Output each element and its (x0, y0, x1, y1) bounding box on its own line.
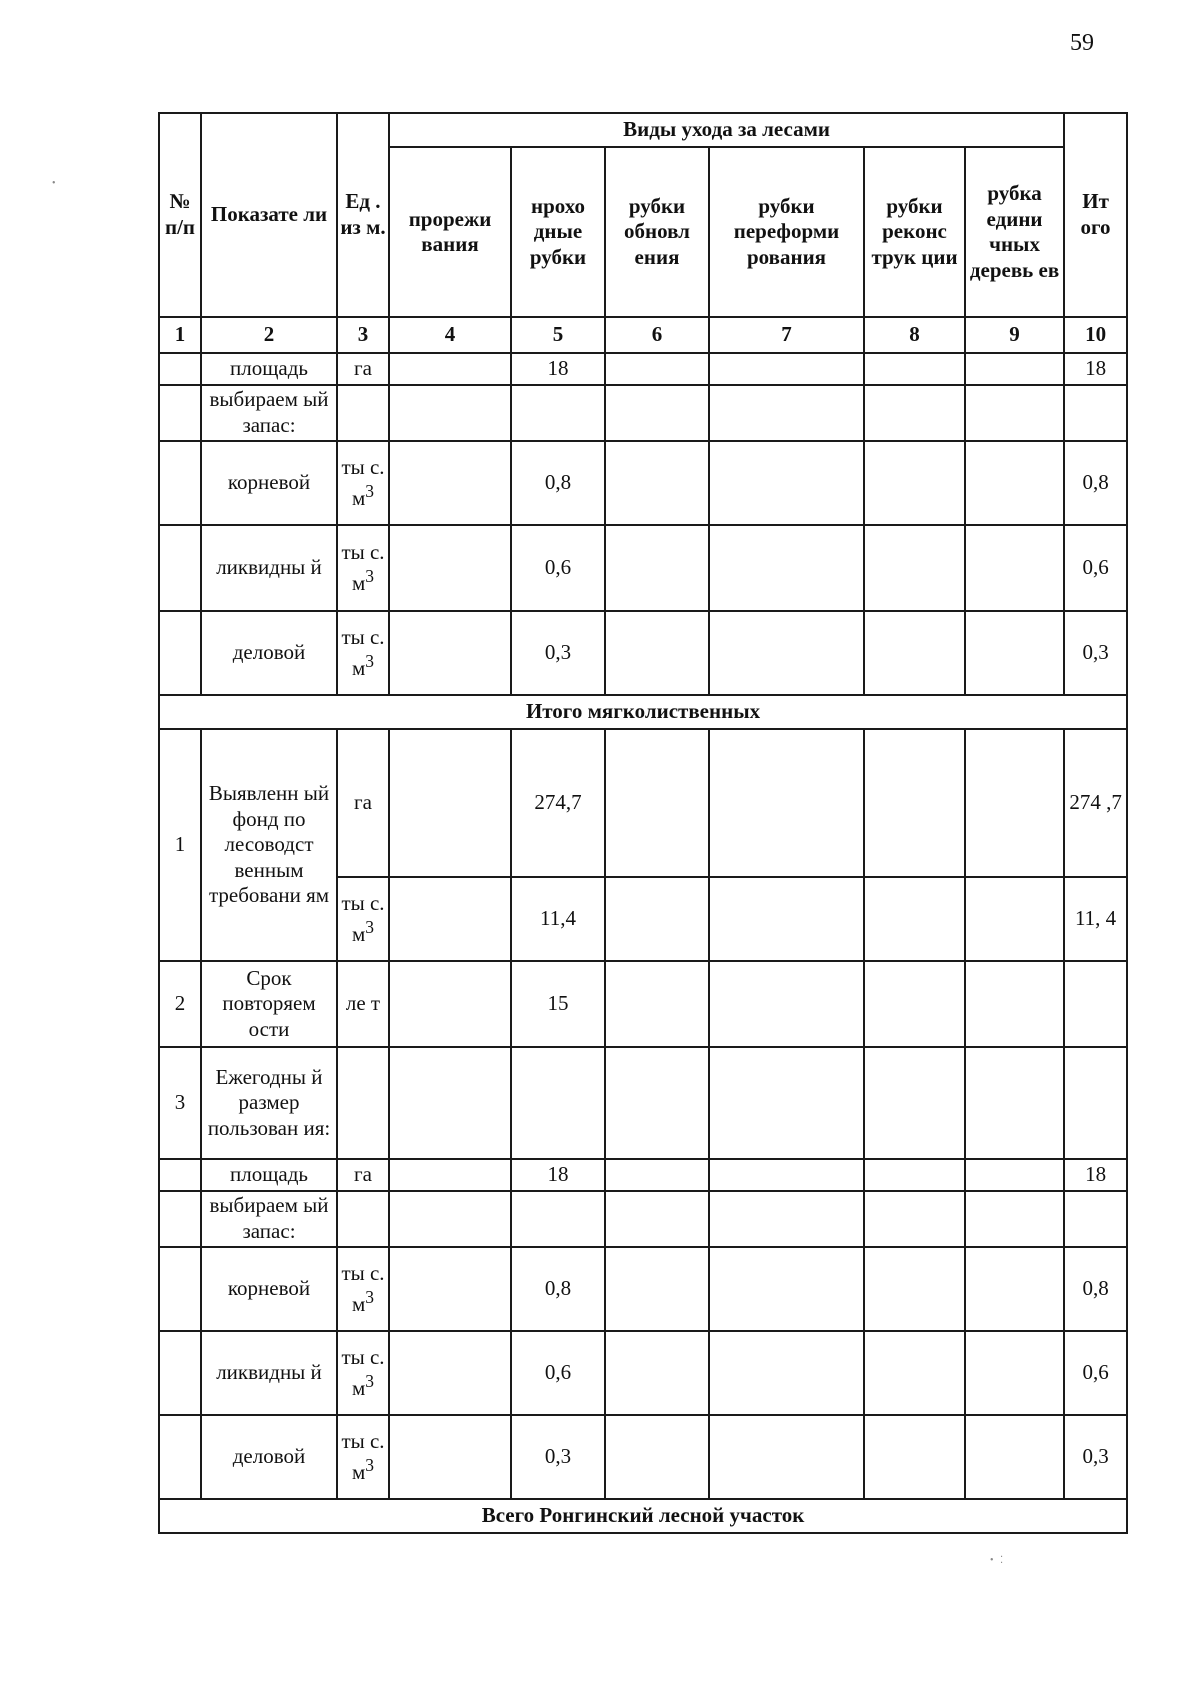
header-type-reconstruction: рубки реконс трук ции (864, 147, 965, 317)
table-row (159, 1247, 1127, 1331)
unit-cell: ле т (337, 961, 389, 1047)
header-type-renewal: рубки обновл ения (605, 147, 709, 317)
total-cell: 274 ,7 (1064, 729, 1127, 877)
header-type-passage: нрохо дные рубки (511, 147, 605, 317)
header-no: № п/п (159, 113, 201, 317)
col-number: 8 (864, 317, 965, 353)
header-type-thinning: прорежи вания (389, 147, 511, 317)
row-label: выбираем ый запас: (201, 1191, 337, 1247)
value-cell: 18 (511, 1159, 605, 1191)
value-cell: 274,7 (511, 729, 605, 877)
col-number: 1 (159, 317, 201, 353)
col-number: 9 (965, 317, 1064, 353)
value-cell: 15 (511, 961, 605, 1047)
value-cell: 18 (511, 353, 605, 385)
section-total-rongin: Всего Ронгинский лесной участок (159, 1499, 1127, 1533)
row-label: Выявленн ый фонд по лесоводст венным требовани ям (201, 729, 337, 961)
header-type-reforming: рубки переформи рования (709, 147, 864, 317)
col-number: 4 (389, 317, 511, 353)
row-label: деловой (201, 611, 337, 695)
header-total: Ит ого (1064, 113, 1127, 317)
total-cell: 11, 4 (1064, 877, 1127, 961)
section-soft-leaved: Итого мягколиственных (159, 695, 1127, 729)
total-cell: 0,8 (1064, 441, 1127, 525)
value-cell: 0,6 (511, 525, 605, 611)
scan-speck: • ⁚ (990, 1555, 1006, 1566)
col-number: 10 (1064, 317, 1127, 353)
unit-cell: га (337, 353, 389, 385)
table-row (159, 729, 1127, 877)
row-label: Срок повторяем ости (201, 961, 337, 1047)
table-row (159, 1191, 1127, 1247)
row-number: 1 (159, 729, 201, 961)
total-cell: 0,6 (1064, 1331, 1127, 1415)
row-label: площадь (201, 353, 337, 385)
col-number: 2 (201, 317, 337, 353)
row-label: выбираем ый запас: (201, 385, 337, 441)
total-cell: 18 (1064, 353, 1127, 385)
table-row (159, 441, 1127, 525)
table-row (159, 385, 1127, 441)
total-cell: 0,3 (1064, 1415, 1127, 1499)
total-cell: 0,3 (1064, 611, 1127, 695)
unit-cell: ты с. $м^3$ (337, 525, 389, 611)
table-row (159, 1331, 1127, 1415)
table-row (159, 353, 1127, 385)
value-cell: 0,3 (511, 1415, 605, 1499)
total-cell: 0,8 (1064, 1247, 1127, 1331)
row-label: корневой (201, 441, 337, 525)
row-label: Ежегодны й размер пользован ия: (201, 1047, 337, 1159)
row-label: ликвидны й (201, 1331, 337, 1415)
value-cell: 0,6 (511, 1331, 605, 1415)
total-cell: 18 (1064, 1159, 1127, 1191)
value-cell: 0,3 (511, 611, 605, 695)
col-number: 5 (511, 317, 605, 353)
table-row (159, 1047, 1127, 1159)
row-label: деловой (201, 1415, 337, 1499)
table-row (159, 1415, 1127, 1499)
scan-speck: • (52, 178, 56, 189)
header-care-types: Виды ухода за лесами (389, 113, 1064, 147)
unit-cell: ты с. $м^3$ (337, 1247, 389, 1331)
unit-cell: ты с. $м^3$ (337, 877, 389, 961)
col-number: 6 (605, 317, 709, 353)
unit-cell: ты с. $м^3$ (337, 611, 389, 695)
row-label: площадь (201, 1159, 337, 1191)
value-cell: 0,8 (511, 1247, 605, 1331)
unit-cell: ты с. $м^3$ (337, 1415, 389, 1499)
table-row (159, 611, 1127, 695)
page-number: 59 (1070, 30, 1094, 56)
forest-care-table (158, 112, 1128, 1534)
table-row (159, 1159, 1127, 1191)
col-number: 3 (337, 317, 389, 353)
header-indicator: Показате ли (201, 113, 337, 317)
value-cell: 11,4 (511, 877, 605, 961)
unit-cell: ты с. $м^3$ (337, 441, 389, 525)
total-cell: 0,6 (1064, 525, 1127, 611)
col-number: 7 (709, 317, 864, 353)
header-type-single-trees: рубка едини чных деревь ев (965, 147, 1064, 317)
row-label: ликвидны й (201, 525, 337, 611)
unit-cell: га (337, 729, 389, 877)
row-label: корневой (201, 1247, 337, 1331)
header-unit: Ед . из м. (337, 113, 389, 317)
table-row (159, 961, 1127, 1047)
value-cell: 0,8 (511, 441, 605, 525)
table-row (159, 525, 1127, 611)
row-number: 3 (159, 1047, 201, 1159)
unit-cell: ты с. $м^3$ (337, 1331, 389, 1415)
unit-cell: га (337, 1159, 389, 1191)
row-number: 2 (159, 961, 201, 1047)
